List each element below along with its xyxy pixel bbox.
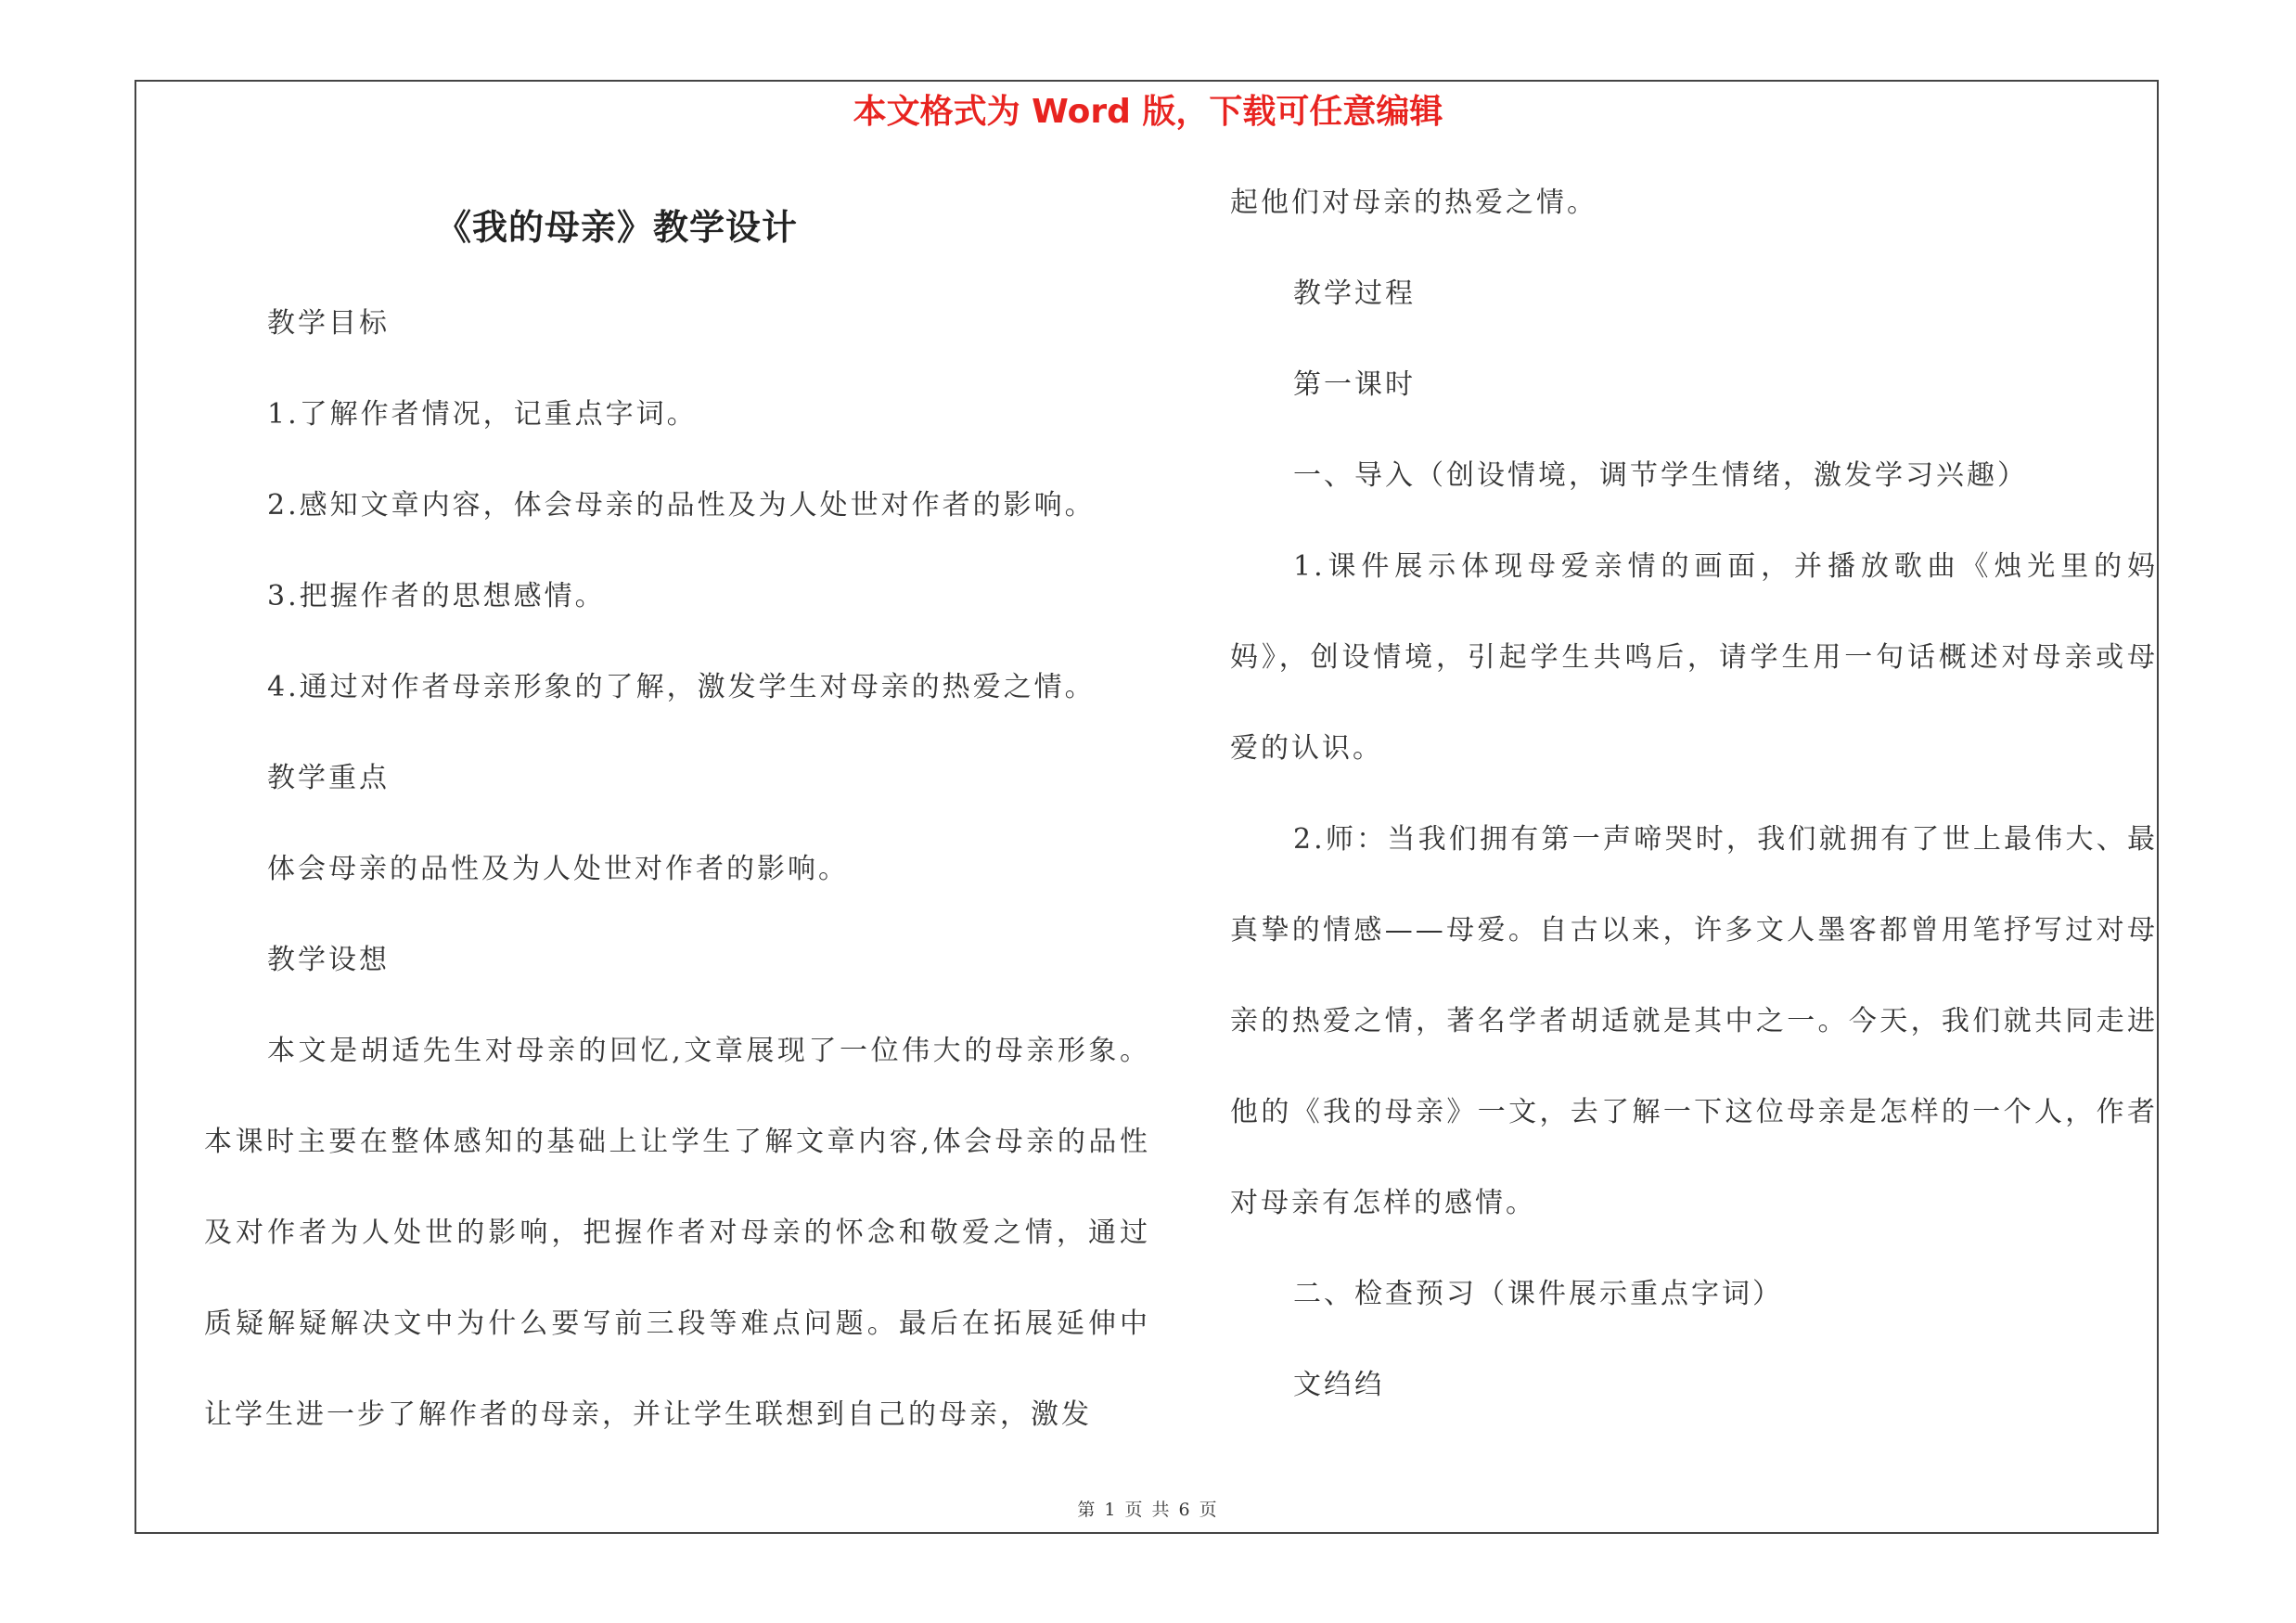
heading-teaching-process: 教学过程 bbox=[1293, 277, 1416, 310]
continuation-text: 起他们对母亲的热爱之情。 bbox=[1230, 187, 1597, 219]
page-number-footer: 第 1 页 共 6 页 bbox=[1077, 1500, 1219, 1520]
goal-item-1: 1.了解作者情况，记重点字词。 bbox=[267, 398, 698, 431]
heading-teaching-goals: 教学目标 bbox=[267, 307, 390, 340]
right-column bbox=[1230, 181, 2158, 1431]
left-column bbox=[204, 181, 1150, 1461]
heading-teaching-concept: 教学设想 bbox=[267, 944, 390, 976]
section-check-preview: 二、检查预习（课件展示重点字词） bbox=[1293, 1278, 1783, 1310]
document-title: 《我的母亲》教学设计 bbox=[436, 206, 799, 248]
teaching-focus-text: 体会母亲的品性及为人处世对作者的影响。 bbox=[267, 853, 849, 885]
heading-first-lesson: 第一课时 bbox=[1293, 368, 1416, 401]
intro-item-2: 2.师：当我们拥有第一声啼哭时，我们就拥有了世上最伟大、最真挚的情感——母爱。自古以来，许多文人墨客都曾用笔抒写过对母亲的热爱之情，著名学者胡适就是其中之一。今天，我们就共同走进他的《我的母亲》一文，去了解一下这位母亲是怎样的一个人，作者对母亲有怎样的感情。 bbox=[1230, 823, 2158, 1219]
goal-item-2: 2.感知文章内容，体会母亲的品性及为人处世对作者的影响。 bbox=[267, 489, 1096, 522]
goal-item-4: 4.通过对作者母亲形象的了解，激发学生对母亲的热爱之情。 bbox=[267, 671, 1096, 703]
goal-item-3: 3.把握作者的思想感情。 bbox=[267, 580, 606, 612]
teaching-concept-text: 本文是胡适先生对母亲的回忆,文章展现了一位伟大的母亲形象。本课时主要在整体感知的基础上让学生了解文章内容,体会母亲的品性及对作者为人处世的影响，把握作者对母亲的怀念和敬爱之情，通过质疑解疑解决文中为什么要写前三段等难点问题。最后在拓展延伸中让学生进一步了解作者的母亲，并让学生联想到自己的母亲，激发 bbox=[204, 1035, 1150, 1431]
intro-item-1: 1.课件展示体现母爱亲情的画面，并播放歌曲《烛光里的妈妈》，创设情境，引起学生共鸣后，请学生用一句话概述对母亲或母爱的认识。 bbox=[1230, 550, 2158, 765]
vocabulary-item: 文绉绉 bbox=[1293, 1369, 1385, 1401]
heading-teaching-focus: 教学重点 bbox=[267, 762, 390, 794]
word-format-banner: 本文格式为 Word 版，下载可任意编辑 bbox=[853, 93, 1443, 131]
section-introduction: 一、导入（创设情境，调节学生情绪，激发学习兴趣） bbox=[1293, 459, 2028, 492]
